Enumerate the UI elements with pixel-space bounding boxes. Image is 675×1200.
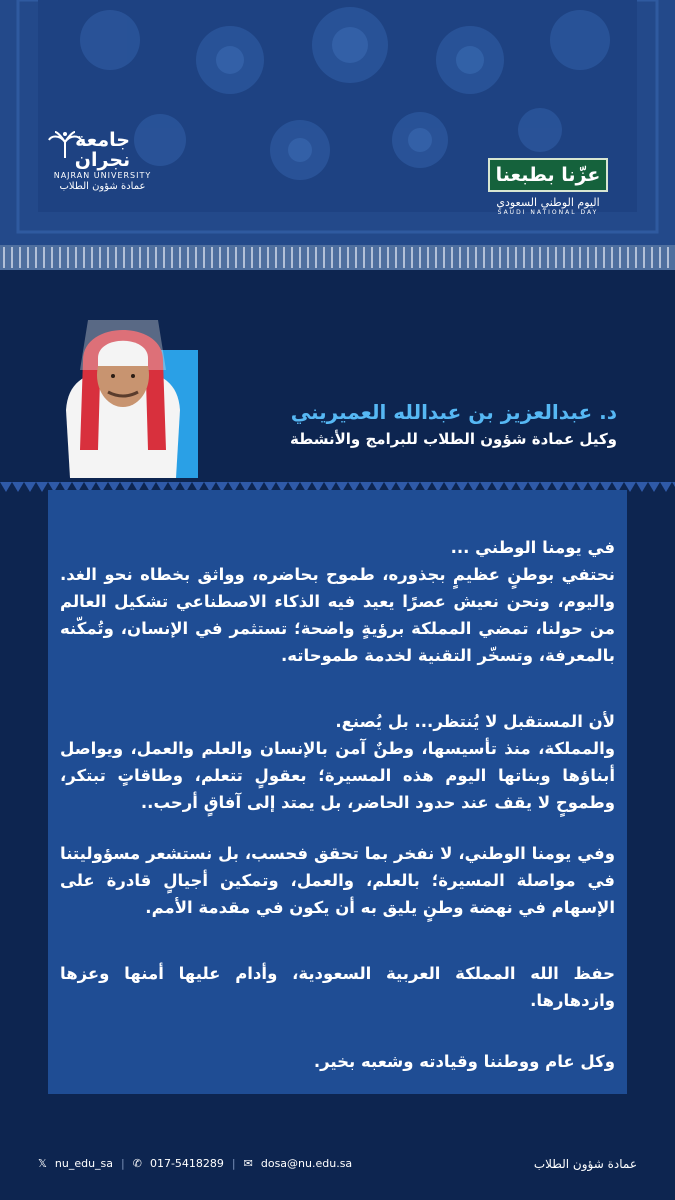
national-day-title: عزّنا بطبعنا [488, 158, 608, 192]
footer-department: عمادة شؤون الطلاب [533, 1157, 637, 1171]
person-title: وكيل عمادة شؤون الطلاب للبرامج والأنشطة [290, 430, 617, 448]
person-name: د. عبدالعزيز بن عبدالله العميريني [290, 400, 617, 424]
x-icon: 𝕏 [38, 1157, 47, 1170]
university-name-ar: جامعة نجران [74, 129, 131, 171]
national-day-subtitle: اليوم الوطني السعودي [496, 196, 600, 209]
contact-bar [38, 1157, 352, 1170]
message-paragraph: وفي يومنا الوطني، لا نفخر بما تحقق فحسب، بل نستشعر مسؤوليتنا في مواصلة المسيرة؛ بالعلم، والعمل، وتمكين أجيالٍ قادرة على الإسهام في نهضة وطنٍ يليق به أن يكون في مقدمة الأمم. [60, 844, 615, 917]
twitter-handle[interactable]: nu_edu_sa [54, 1157, 114, 1170]
phone-icon: ✆ [132, 1157, 142, 1170]
email-address[interactable]: dosa@nu.edu.sa [260, 1157, 353, 1170]
najran-university-logo [45, 130, 160, 193]
message-paragraph: حفظ الله المملكة العربية السعودية، وأدام عليها أمنها وعزها وازدهارها. [60, 964, 615, 1010]
department-name: عمادة شؤون الطلاب [59, 181, 146, 192]
header-banner [0, 0, 675, 270]
message-paragraph: وكل عام ووطننا وقيادته وشعبه بخير. [313, 1052, 615, 1071]
national-day-logo [488, 158, 608, 216]
separator: | [121, 1157, 125, 1170]
message-paragraph: لأن المستقبل لا يُنتظر... بل يُصنع. والمملكة، منذ تأسيسها، وطنٌ آمن بالإنسان والعلم والعمل، ويواصل أبناؤها وبناتها اليوم هذه المسيرة؛ بعقولٍ تتعلم، وطاقاتٍ تبتكر، وطموحٍ لا يقف عند حدود الحاضر، بل يمتد إلى آفاقٍ أرحب.. [60, 712, 615, 812]
palm-crest-icon [45, 130, 85, 160]
separator: | [231, 1157, 236, 1170]
portrait [48, 300, 198, 478]
message-paragraph: في يومنا الوطني ... نحتفي بوطنٍ عظيمٍ بجذوره، طموح بحاضره، وواثق بخطاه نحو الغد. واليوم، ونحن نعيش عصرًا يعيد فيه الذكاء الاصطناعي تشكيل العالم من حولنا، تمضي المملكة برؤيةٍ واضحة؛ تستثمر في الإنسان، وتُمكّنه بالمعرفة، وتسخّر التقنية لخدمة طموحاته. [60, 538, 615, 665]
email-icon: ✉ [243, 1157, 253, 1170]
portrait-photo [48, 300, 198, 478]
university-name-en: NAJRAN UNIVERSITY [53, 171, 152, 180]
national-day-en: SAUDI NATIONAL DAY [497, 209, 599, 216]
phone-number[interactable]: 017-5418289 [149, 1157, 224, 1170]
